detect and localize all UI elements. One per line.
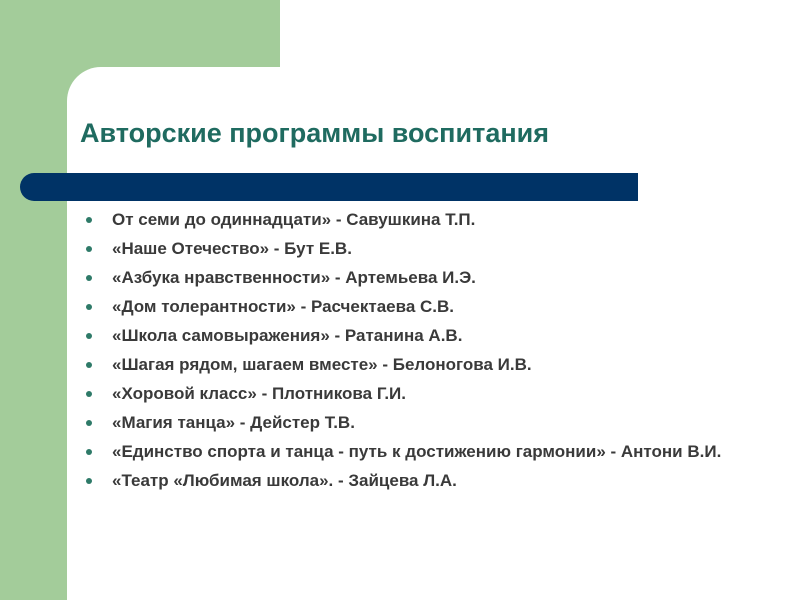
list-item-text: От семи до одиннадцати» - Савушкина Т.П. — [112, 210, 476, 229]
bullet-icon — [86, 275, 92, 281]
bullet-icon — [86, 391, 92, 397]
list-item-text: «Единство спорта и танца - путь к достижению гармонии» - Антони В.И. — [112, 442, 722, 461]
list-item — [84, 239, 724, 259]
bullet-icon — [86, 478, 92, 484]
list-item — [84, 268, 724, 288]
bullet-icon — [86, 246, 92, 252]
list-item-text: «Шагая рядом, шагаем вместе» - Белоногова И.В. — [112, 355, 532, 374]
list-item-text: «Наше Отечество» - Бут Е.В. — [112, 239, 352, 258]
list-item — [84, 471, 724, 491]
list-item-text: «Магия танца» - Дейстер Т.В. — [112, 413, 355, 432]
list-item-text: «Театр «Любимая школа». - Зайцева Л.А. — [112, 471, 457, 490]
slide-title: Авторские программы воспитания — [80, 118, 549, 148]
bullet-icon — [86, 449, 92, 455]
list-item-text: «Дом толерантности» - Расчектаева С.В. — [112, 297, 455, 316]
list-item-text: «Школа самовыражения» - Ратанина А.В. — [112, 326, 463, 345]
list-item — [84, 326, 724, 346]
list-item — [84, 210, 724, 230]
bullet-icon — [86, 420, 92, 426]
list-item — [84, 384, 724, 404]
bullet-icon — [86, 217, 92, 223]
list-item — [84, 297, 724, 317]
bullet-icon — [86, 304, 92, 310]
bullet-icon — [86, 362, 92, 368]
program-list — [84, 210, 724, 500]
list-item — [84, 413, 724, 433]
title-divider-bar — [20, 173, 638, 201]
list-item — [84, 355, 724, 375]
list-item — [84, 442, 724, 462]
list-item-text: «Азбука нравственности» - Артемьева И.Э. — [112, 268, 476, 287]
list-item-text: «Хоровой класс» - Плотникова Г.И. — [112, 384, 406, 403]
bullet-icon — [86, 333, 92, 339]
